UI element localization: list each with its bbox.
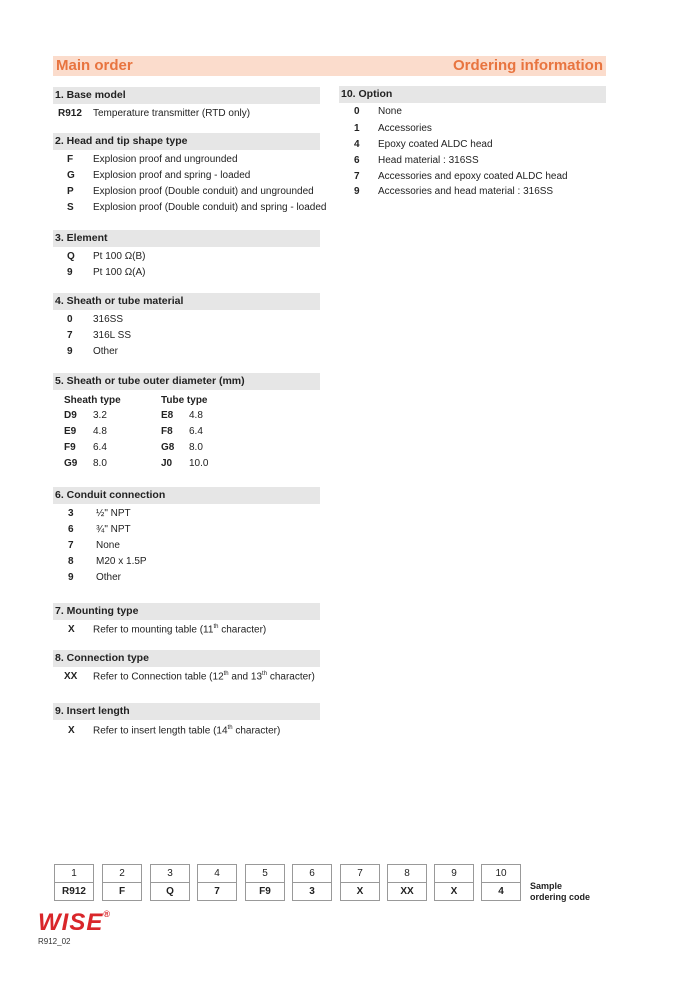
item-desc: 4.8 [93, 426, 107, 437]
item-code: S [67, 202, 74, 213]
item-desc: Explosion proof (Double conduit) and spring - loaded [93, 202, 327, 213]
item-code: 9 [67, 267, 73, 278]
document-id: R912_02 [38, 937, 71, 946]
item-desc: Accessories and head material : 316SS [378, 186, 554, 197]
item-code: Q [67, 251, 75, 262]
item-desc: Refer to mounting table (11th character) [93, 624, 267, 636]
item-desc: 3.2 [93, 410, 107, 421]
item-desc: 316SS [93, 314, 124, 325]
header-banner [53, 56, 606, 76]
item-desc: ½" NPT [96, 508, 131, 519]
item-desc: Explosion proof and ungrounded [93, 154, 238, 165]
order-box-8: 8 XX [387, 864, 427, 901]
item-desc: ¾" NPT [96, 524, 131, 535]
section-9-heading: 9. Insert length [53, 703, 320, 720]
wise-logo: WISE® [38, 909, 111, 936]
item-code: 0 [67, 314, 73, 325]
item-desc: Other [96, 572, 122, 583]
section-3-heading: 3. Element [53, 230, 320, 247]
item-desc: M20 x 1.5P [96, 556, 147, 567]
item-desc: Explosion proof and spring - loaded [93, 170, 251, 181]
item-code: F [67, 154, 74, 165]
item-desc: Accessories and epoxy coated ALDC head [378, 171, 568, 182]
item-desc: Head material : 316SS [378, 155, 479, 166]
item-desc: Accessories [378, 123, 432, 134]
item-code: 9 [354, 186, 360, 197]
section-5-heading: 5. Sheath or tube outer diameter (mm) [53, 373, 320, 390]
item-code: 8 [68, 556, 74, 567]
order-box-6: 6 3 [292, 864, 332, 901]
main-order-title: Main order [56, 57, 133, 74]
order-box-1: 1 R912 [54, 864, 94, 901]
order-box-10: 10 4 [481, 864, 521, 901]
ordering-information-title: Ordering information [453, 57, 603, 74]
item-code: J0 [161, 458, 173, 469]
item-code: G9 [64, 458, 78, 469]
item-desc: Temperature transmitter (RTD only) [93, 108, 251, 119]
section-10-heading: 10. Option [339, 86, 606, 103]
item-code: D9 [64, 410, 77, 421]
item-desc: 8.0 [189, 442, 203, 453]
order-box-9: 9 X [434, 864, 474, 901]
order-box-2: 2 F [102, 864, 142, 901]
section-6-heading: 6. Conduit connection [53, 487, 320, 504]
item-code: F8 [161, 426, 173, 437]
item-code: X [68, 725, 75, 736]
item-code: X [68, 624, 75, 635]
item-code: 9 [68, 572, 74, 583]
order-box-4: 4 7 [197, 864, 237, 901]
item-desc: 4.8 [189, 410, 203, 421]
item-desc: 8.0 [93, 458, 107, 469]
item-code: P [67, 186, 74, 197]
item-code: 1 [354, 123, 360, 134]
item-desc: None [96, 540, 120, 551]
section-2-heading: 2. Head and tip shape type [53, 133, 320, 150]
item-desc: Explosion proof (Double conduit) and ungrounded [93, 186, 314, 197]
item-code: 7 [68, 540, 74, 551]
section-8-heading: 8. Connection type [53, 650, 320, 667]
item-desc: Refer to Connection table (12th and 13th character) [93, 671, 315, 683]
item-code: G8 [161, 442, 175, 453]
order-box-3: 3 Q [150, 864, 190, 901]
item-code: 3 [68, 508, 74, 519]
item-code: E8 [161, 410, 174, 421]
item-code: 9 [67, 346, 73, 357]
item-desc: Refer to insert length table (14th character) [93, 725, 281, 737]
sample-ordering-code-label: Sample ordering code [530, 881, 591, 902]
item-code: 4 [354, 139, 360, 150]
item-desc: None [378, 106, 402, 117]
item-desc: Epoxy coated ALDC head [378, 139, 493, 150]
item-desc: 316L SS [93, 330, 131, 341]
item-desc: 6.4 [189, 426, 203, 437]
tube-type-label: Tube type [161, 395, 208, 406]
order-box-5: 5 F9 [245, 864, 285, 901]
item-desc: Pt 100 Ω(B) [93, 251, 146, 262]
item-desc: 10.0 [189, 458, 209, 469]
item-code: G [67, 170, 75, 181]
item-code: 7 [67, 330, 73, 341]
item-code: 6 [354, 155, 360, 166]
item-code: 6 [68, 524, 74, 535]
item-code: R912 [58, 108, 82, 119]
section-1-heading: 1. Base model [53, 87, 320, 104]
order-box-7: 7 X [340, 864, 380, 901]
sheath-type-label: Sheath type [64, 395, 121, 406]
item-desc: 6.4 [93, 442, 107, 453]
item-code: E9 [64, 426, 77, 437]
item-code: 7 [354, 171, 360, 182]
item-desc: Other [93, 346, 119, 357]
item-code: XX [64, 671, 78, 682]
item-code: F9 [64, 442, 76, 453]
section-7-heading: 7. Mounting type [53, 603, 320, 620]
section-4-heading: 4. Sheath or tube material [53, 293, 320, 310]
item-code: 0 [354, 106, 360, 117]
item-desc: Pt 100 Ω(A) [93, 267, 146, 278]
